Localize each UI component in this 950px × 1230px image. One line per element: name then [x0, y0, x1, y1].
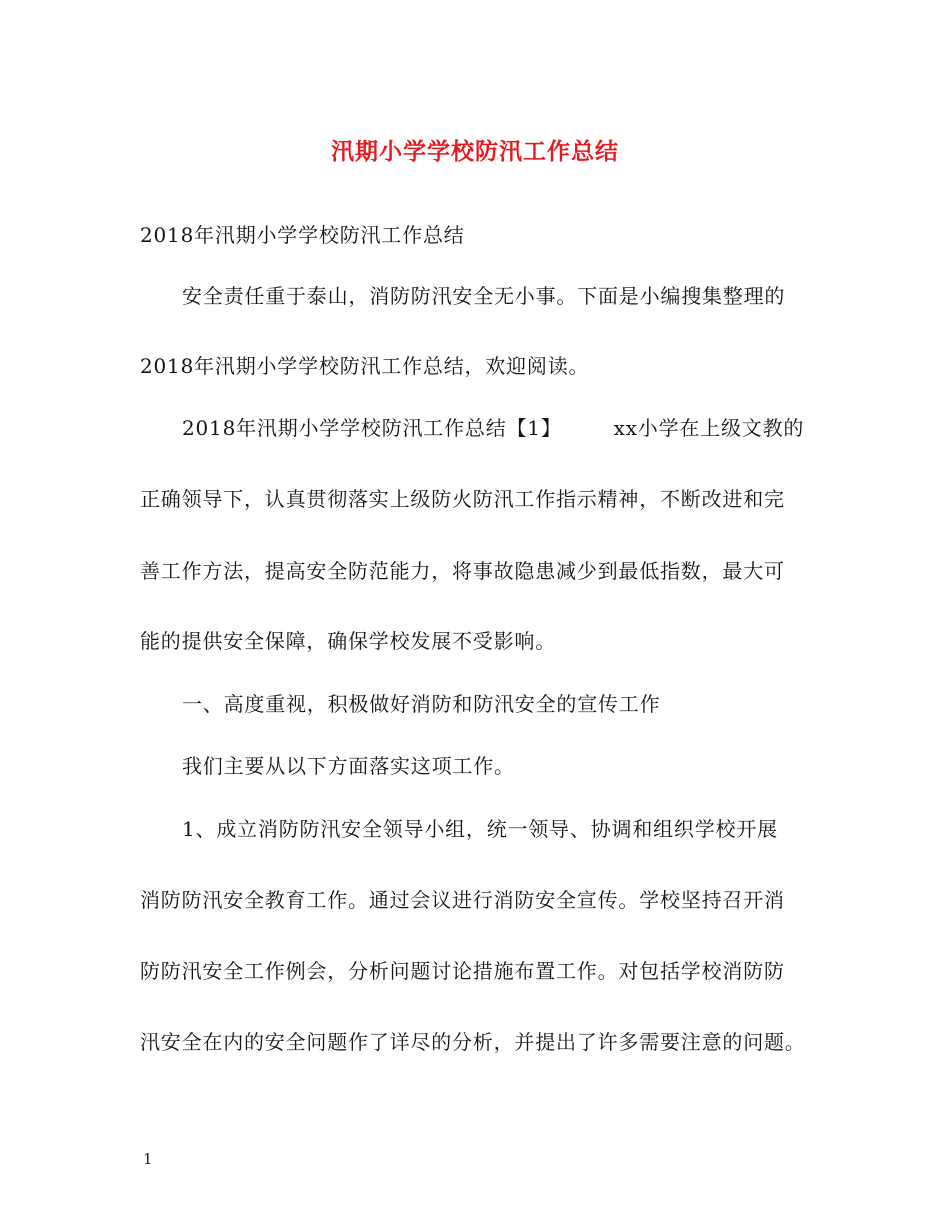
paragraph-line: 2018年汛期小学学校防汛工作总结，欢迎阅读。 [140, 354, 590, 378]
paragraph-text: xx小学在上级文教的 [613, 416, 805, 440]
paragraph-line [182, 414, 804, 442]
paragraph-line: 防防汛安全工作例会，分析问题讨论措施布置工作。对包括学校消防防 [140, 959, 785, 983]
paragraph-line: 我们主要从以下方面落实这项工作。 [182, 754, 515, 778]
paragraph-line: 安全责任重于泰山，消防防汛安全无小事。下面是小编搜集整理的 [182, 284, 786, 308]
paragraph-line: 善工作方法，提高安全防范能力，将事故隐患减少到最低指数，最大可 [140, 559, 785, 583]
paragraph-line: 汛安全在内的安全问题作了详尽的分析，并提出了许多需要注意的问题。 [140, 1030, 806, 1054]
document-title: 汛期小学学校防汛工作总结 [331, 138, 619, 165]
paragraph-line: 消防防汛安全教育工作。通过会议进行消防安全宣传。学校坚持召开消 [140, 888, 785, 912]
paragraph-line: 正确领导下，认真贯彻落实上级防火防汛工作指示精神，不断改进和完 [140, 487, 785, 511]
page-number: 1 [143, 1150, 153, 1168]
section-heading-text: 2018年汛期小学学校防汛工作总结【1】 [182, 416, 562, 440]
section-heading: 一、高度重视，积极做好消防和防汛安全的宣传工作 [182, 692, 661, 716]
paragraph-line: 1、成立消防防汛安全领导小组，统一领导、协调和组织学校开展 [182, 817, 778, 841]
paragraph-line: 能的提供安全保障，确保学校发展不受影响。 [140, 629, 556, 653]
subtitle-line: 2018年汛期小学学校防汛工作总结 [140, 223, 465, 247]
